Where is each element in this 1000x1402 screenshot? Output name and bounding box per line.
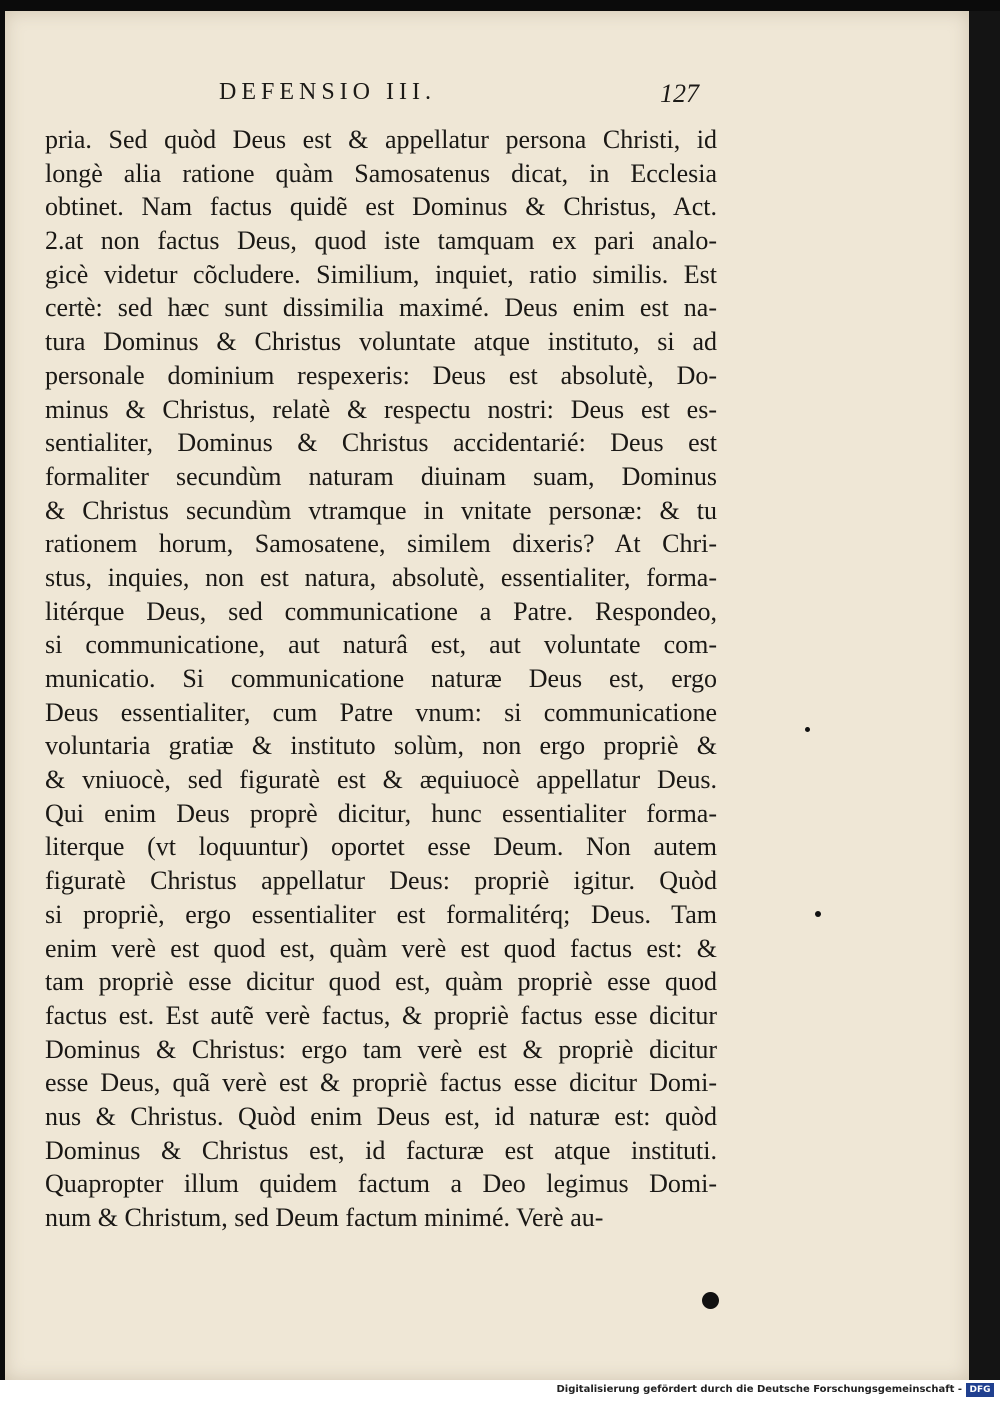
scan-edge <box>969 11 1000 1380</box>
text-line: litérque Deus, sed communicatione a Patre. Respondeo, <box>45 596 717 626</box>
text-line: Quapropter illum quidem factum a Deo legimus Domi- <box>45 1169 717 1199</box>
running-head <box>5 79 969 119</box>
text-line: Deus essentialiter, cum Patre vnum: si communicatione <box>45 697 717 727</box>
body-text <box>45 123 717 1235</box>
text-line: nus & Christus. Quòd enim Deus est, id naturæ est: quòd <box>45 1101 717 1131</box>
text-line: si propriè, ergo essentialiter est formalitérq; Deus. Tam <box>45 899 717 929</box>
ink-spot <box>702 1292 719 1309</box>
text-line: factus est. Est autẽ verè factus, & propriè factus esse dicitur <box>45 1000 717 1030</box>
text-line: esse Deus, quã verè est & propriè factus esse dicitur Domi- <box>45 1068 717 1098</box>
text-line: minus & Christus, relatè & respectu nostri: Deus est es- <box>45 394 717 424</box>
text-line: si communicatione, aut naturâ est, aut voluntate com- <box>45 630 717 660</box>
text-line: gicè videtur cõcludere. Similium, inquiet, ratio similis. Est <box>45 259 717 289</box>
text-line: Qui enim Deus proprè dicitur, hunc essentialiter forma- <box>45 798 717 828</box>
text-line: voluntaria gratiæ & instituto solùm, non ergo propriè & <box>45 731 717 761</box>
page-number: 127 <box>660 79 699 108</box>
text-line: tura Dominus & Christus voluntate atque instituto, si ad <box>45 327 717 357</box>
text-line: longè alia ratione quàm Samosatenus dicat, in Ecclesia <box>45 158 717 188</box>
text-line: personale dominium respexeris: Deus est absolutè, Do- <box>45 360 717 390</box>
text-line: figuratè Christus appellatur Deus: propriè igitur. Quòd <box>45 866 717 896</box>
text-line: tam propriè esse dicitur quod est, quàm propriè esse quod <box>45 967 717 997</box>
ink-spot <box>815 911 821 917</box>
book-page <box>5 11 969 1380</box>
text-line: 2.at non factus Deus, quod iste tamquam ex pari analo- <box>45 226 717 256</box>
funding-credit: Digitalisierung gefördert durch die Deutsche Forschungsgemeinschaft - <box>556 1384 962 1395</box>
text-line: obtinet. Nam factus quidẽ est Dominus & Christus, Act. <box>45 192 717 222</box>
text-line: & vniuocè, sed figuratè est & æquiuocè appellatur Deus. <box>45 765 717 795</box>
ink-spot <box>805 727 810 732</box>
text-line: Dominus & Christus: ergo tam verè est & propriè dicitur <box>45 1034 717 1064</box>
text-line: & Christus secundùm vtramque in vnitate personæ: & tu <box>45 495 717 525</box>
dfg-logo: DFG <box>966 1383 994 1397</box>
text-line: num & Christum, sed Deum factum minimé. Verè au- <box>45 1203 604 1232</box>
text-line: certè: sed hæc sunt dissimilia maximé. Deus enim est na- <box>45 293 717 323</box>
text-line: sentialiter, Dominus & Christus accidentarié: Deus est <box>45 428 717 458</box>
text-line: literque (vt loquuntur) oportet esse Deum. Non autem <box>45 832 717 862</box>
running-head-title: DEFENSIO III. <box>219 79 436 105</box>
text-line: rationem horum, Samosatene, similem dixeris? At Chri- <box>45 529 717 559</box>
footer <box>0 1380 1000 1402</box>
text-line: municatio. Si communicatione naturæ Deus est, ergo <box>45 664 717 693</box>
text-line: enim verè est quod est, quàm verè est quod factus est: & <box>45 933 717 963</box>
text-line: formaliter secundùm naturam diuinam suam, Dominus <box>45 461 717 491</box>
text-line: stus, inquies, non est natura, absolutè, essentialiter, forma- <box>45 562 717 592</box>
text-line: Dominus & Christus est, id facturæ est atque instituti. <box>45 1135 717 1165</box>
text-line: pria. Sed quòd Deus est & appellatur persona Christi, id <box>45 125 717 154</box>
